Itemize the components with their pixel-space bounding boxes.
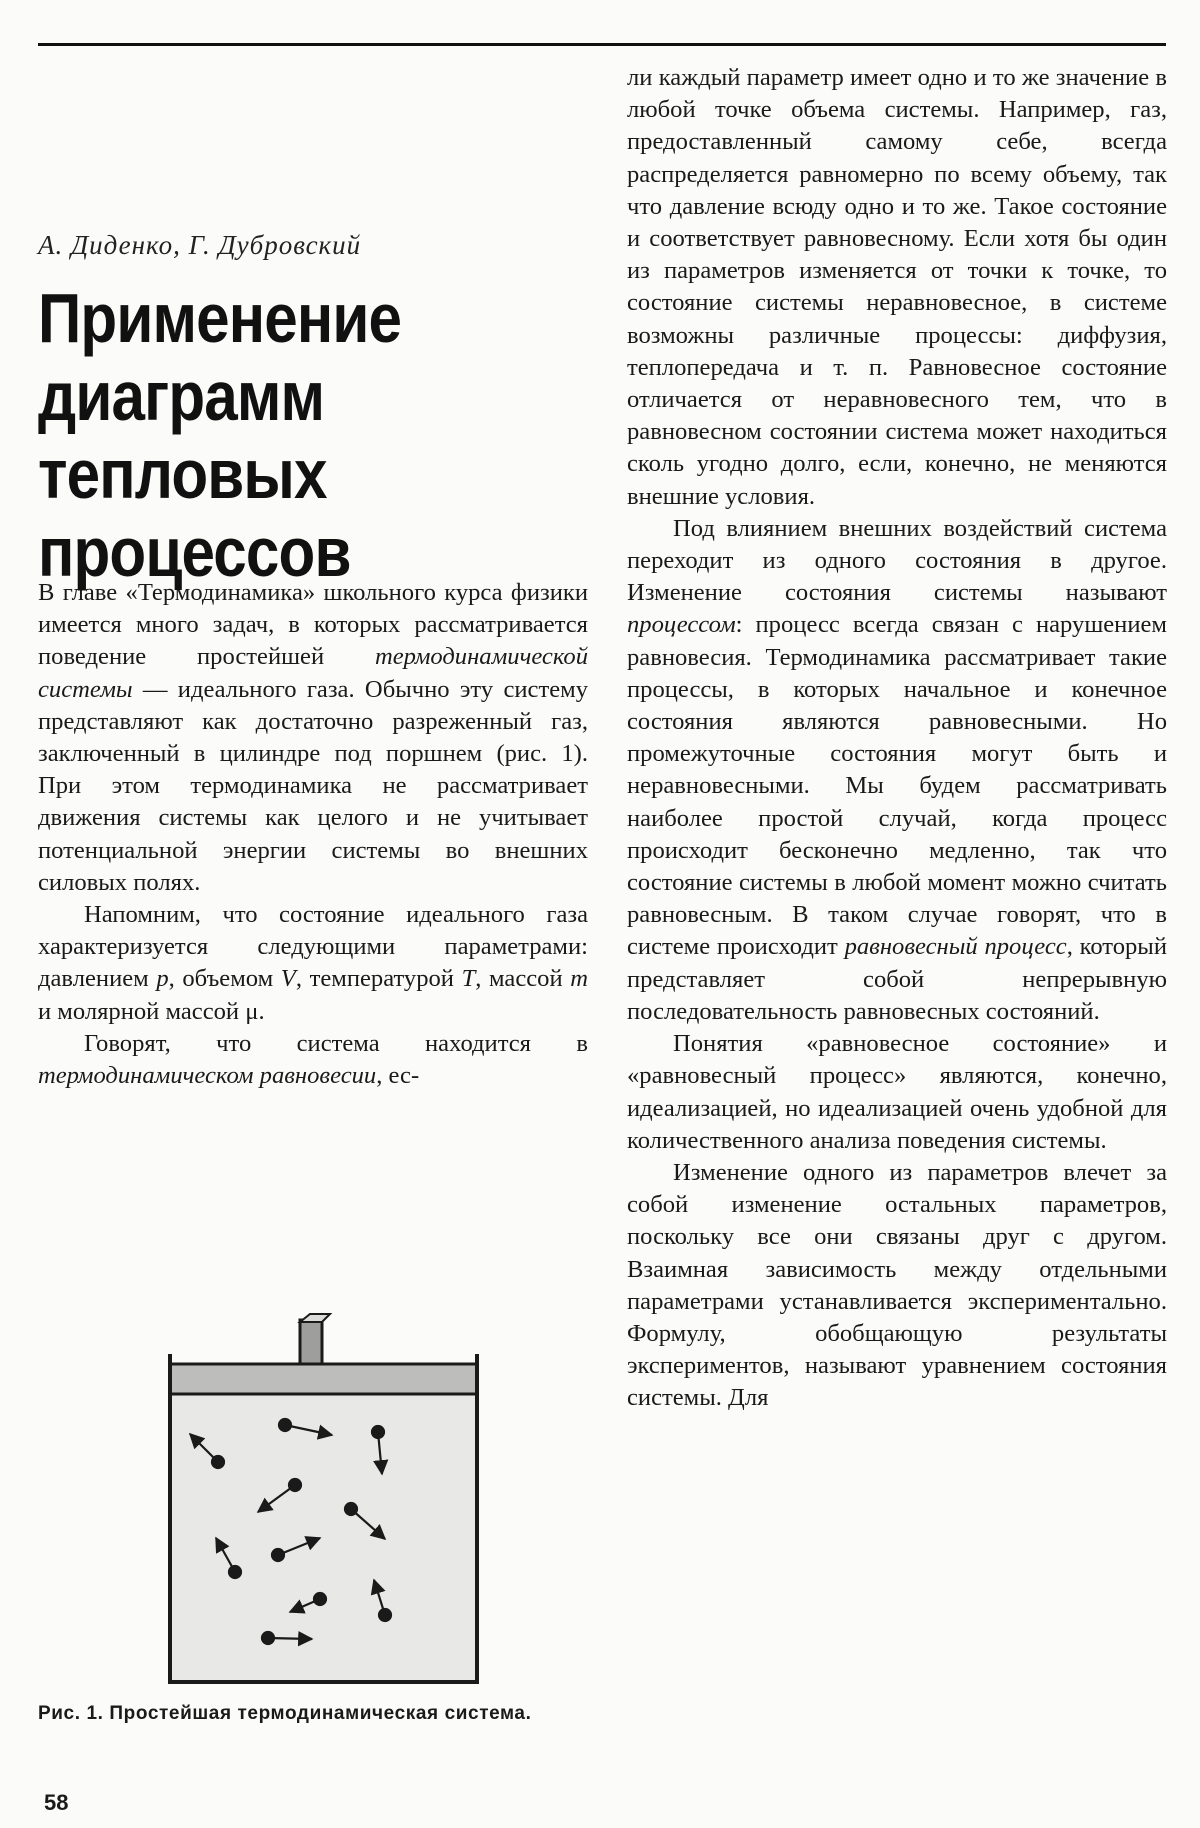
text: , температурой [295, 965, 462, 993]
page-number: 58 [44, 1790, 69, 1815]
paragraph-intro [38, 577, 588, 899]
top-rule [38, 43, 1166, 46]
text: и молярной массой [38, 997, 246, 1025]
text: В главе «Термодинамика» школьного курса физики имеется много задач, в которых рассматривается поведение простейшей [38, 579, 588, 671]
paragraph-process [627, 513, 1167, 1028]
text: — идеального газа. Обычно эту систему представляют как достаточно разреженный газ, заключенный в цилиндре под поршнем (рис. 1). При этом термодинамика не рассматривает движения системы как целого и не учитывает потенциальной энергии системы во внешних силовых полях. [38, 675, 588, 896]
caption-label: Рис. 1. [38, 1703, 104, 1724]
term-emphasis: термодинамической системы [38, 643, 588, 703]
text: Говорят, что система находится в [84, 1029, 588, 1057]
paragraph-equilibrium-cont: ли каждый параметр имеет одно и то же значение в любой точке объема системы. Например, газ, предоставленный самому себе, всегда распределяется равномерно по всему объему, так что давление всюду одно и то же. Такое состояние и соответствует равновесному. Если хотя бы один из параметров изменяется от точки к точке, то состояние системы неравновесное, в системе возможны различные процессы: диффузия, теплопередача и т. п. Равновесное состояние отличается от неравновесного тем, что в равновесном состоянии система может находиться сколь угодно долго, если, конечно, не меняются внешние условия. [627, 64, 1167, 510]
term-emphasis: процессом [627, 611, 736, 639]
figure-caption [38, 1700, 588, 1727]
symbol-v: V [280, 965, 296, 993]
piston-rod [300, 1320, 322, 1364]
text: , который представляет собой непрерывную последовательность равновесных состояний. [627, 933, 1167, 1025]
left-column [38, 60, 588, 1092]
title-line-2: диаграмм [38, 357, 325, 435]
text: Под влиянием внешних воздействий система переходит из одного состояния в другое. Изменение состояния системы называют [627, 514, 1167, 607]
term-emphasis: термодинамическом равновесии [38, 1062, 377, 1090]
caption-text: Простейшая термодинамическая система. [109, 1703, 532, 1724]
symbol-t: T [461, 965, 476, 993]
authors: А. Диденко, Г. Дубровский [38, 230, 362, 260]
symbol-mu: μ [245, 997, 259, 1025]
paragraph-state-equation: Изменение одного из параметров влечет за собой изменение остальных параметров, поскольку все они связаны друг с другом. Взаимная зависимость между отдельными параметрами устанавливается экспериментально. Формулу, обобщающую результаты экспериментов, называют уравнением состояния системы. Для [627, 1158, 1167, 1412]
text: , массой [475, 965, 571, 993]
text: , ес- [376, 1062, 420, 1090]
title-line-3: тепловых [38, 435, 327, 513]
text: , объемом [168, 965, 281, 993]
piston [170, 1364, 477, 1394]
symbol-m: m [570, 965, 588, 993]
title-line-4: процессов [38, 513, 351, 591]
text: : процесс всегда связан с нарушением равновесия. Термодинамика рассматривает такие процессы, в которых начальное и конечное состояния являются равновесными. Но промежуточные состояния могут быть и неравновесными. Мы будем рассматривать наиболее простой случай, когда процесс происходит бесконечно медленно, так что состояние системы в любой момент можно считать равновесным. В таком случае говорят, что в системе происходит [627, 611, 1167, 961]
rod-cap [300, 1314, 330, 1322]
title-line-1: Применение [38, 279, 402, 357]
symbol-p: p [156, 965, 169, 993]
text: Напомним, что состояние идеального газа характеризуется следующими параметрами: давлением [38, 901, 588, 993]
term-emphasis: равновесный процесс [844, 933, 1067, 961]
velocity-arrow [268, 1638, 312, 1639]
paragraph-equilibrium [38, 1028, 588, 1092]
paragraph-idealization: Понятия «равновесное состояние» и «равновесный процесс» являются, конечно, идеализацией, но идеализацией очень удобной для количественного анализа поведения системы. [627, 1030, 1167, 1154]
figure-cylinder [160, 1312, 490, 1690]
text: . [258, 997, 265, 1025]
right-column [627, 62, 1167, 1415]
article-title [38, 279, 511, 591]
paragraph-parameters [38, 899, 588, 1028]
